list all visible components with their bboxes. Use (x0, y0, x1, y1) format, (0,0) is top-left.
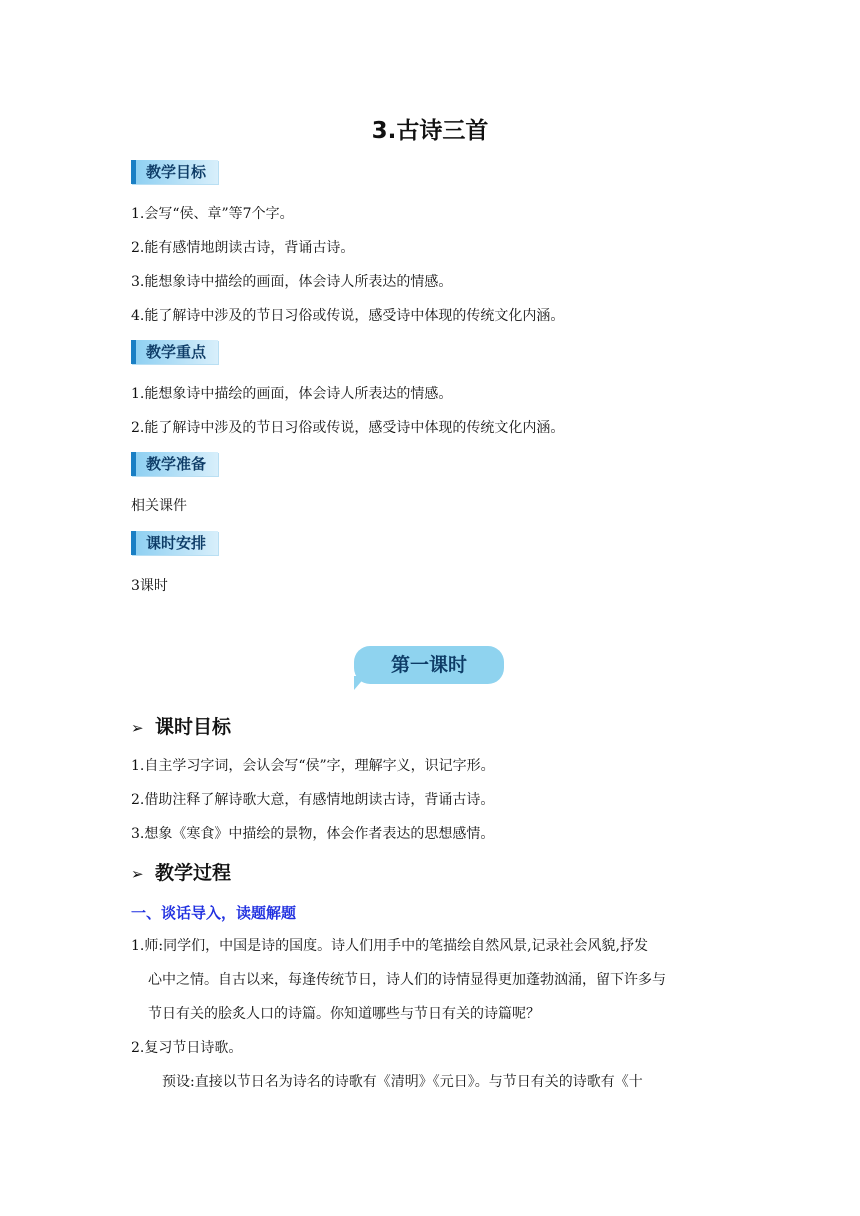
paragraph-line: 预设:直接以节日名为诗名的诗歌有《清明》《元日》。与节日有关的诗歌有《十 (162, 1074, 643, 1090)
focus-item: 1.能想象诗中描绘的画面，体会诗人所表达的情感。 (131, 386, 453, 402)
step1-heading: 一、谈话导入，读题解题 (131, 904, 297, 922)
lesson-goals-heading-text: 课时目标 (155, 716, 232, 738)
paragraph-line: 2.复习节日诗歌。 (131, 1040, 243, 1056)
focus-item: 2.能了解诗中涉及的节日习俗或传说，感受诗中体现的传统文化内涵。 (131, 420, 565, 436)
paragraph-line: 节日有关的脍炙人口的诗篇。你知道哪些与节日有关的诗篇呢？ (148, 1006, 540, 1022)
tag-teaching-focus: 教学重点 (131, 340, 218, 364)
lesson-goal-item: 3.想象《寒食》中描绘的景物，体会作者表达的思想感情。 (131, 826, 495, 842)
tag-teaching-goals: 教学目标 (131, 160, 218, 184)
goal-item: 1.会写“侯、章”等7个字。 (131, 206, 294, 222)
page-title: 3.古诗三首 (371, 118, 489, 144)
arrow-icon: ➢ (131, 719, 144, 737)
paragraph-line: 心中之情。自古以来，每逢传统节日，诗人们的诗情显得更加蓬勃汹涌，留下许多与 (148, 972, 666, 988)
lesson-goals-heading (131, 712, 231, 739)
goal-item: 4.能了解诗中涉及的节日习俗或传说，感受诗中体现的传统文化内涵。 (131, 308, 565, 324)
tag-teaching-prep: 教学准备 (131, 452, 218, 476)
schedule-text: 3课时 (131, 578, 168, 594)
prep-text: 相关课件 (131, 498, 187, 514)
lesson-banner: 第一课时 (354, 646, 504, 684)
lesson-goal-item: 2.借助注释了解诗歌大意，有感情地朗读古诗，背诵古诗。 (131, 792, 495, 808)
process-heading (131, 858, 231, 885)
tag-schedule: 课时安排 (131, 531, 218, 555)
process-heading-text: 教学过程 (155, 862, 232, 884)
goal-item: 3.能想象诗中描绘的画面，体会诗人所表达的情感。 (131, 274, 453, 290)
arrow-icon: ➢ (131, 865, 144, 883)
goal-item: 2.能有感情地朗读古诗，背诵古诗。 (131, 240, 355, 256)
lesson-goal-item: 1.自主学习字词，会认会写“侯”字，理解字义，识记字形。 (131, 758, 495, 774)
paragraph-line: 1.师:同学们，中国是诗的国度。诗人们用手中的笔描绘自然风景,记录社会风貌,抒发 (131, 938, 648, 954)
